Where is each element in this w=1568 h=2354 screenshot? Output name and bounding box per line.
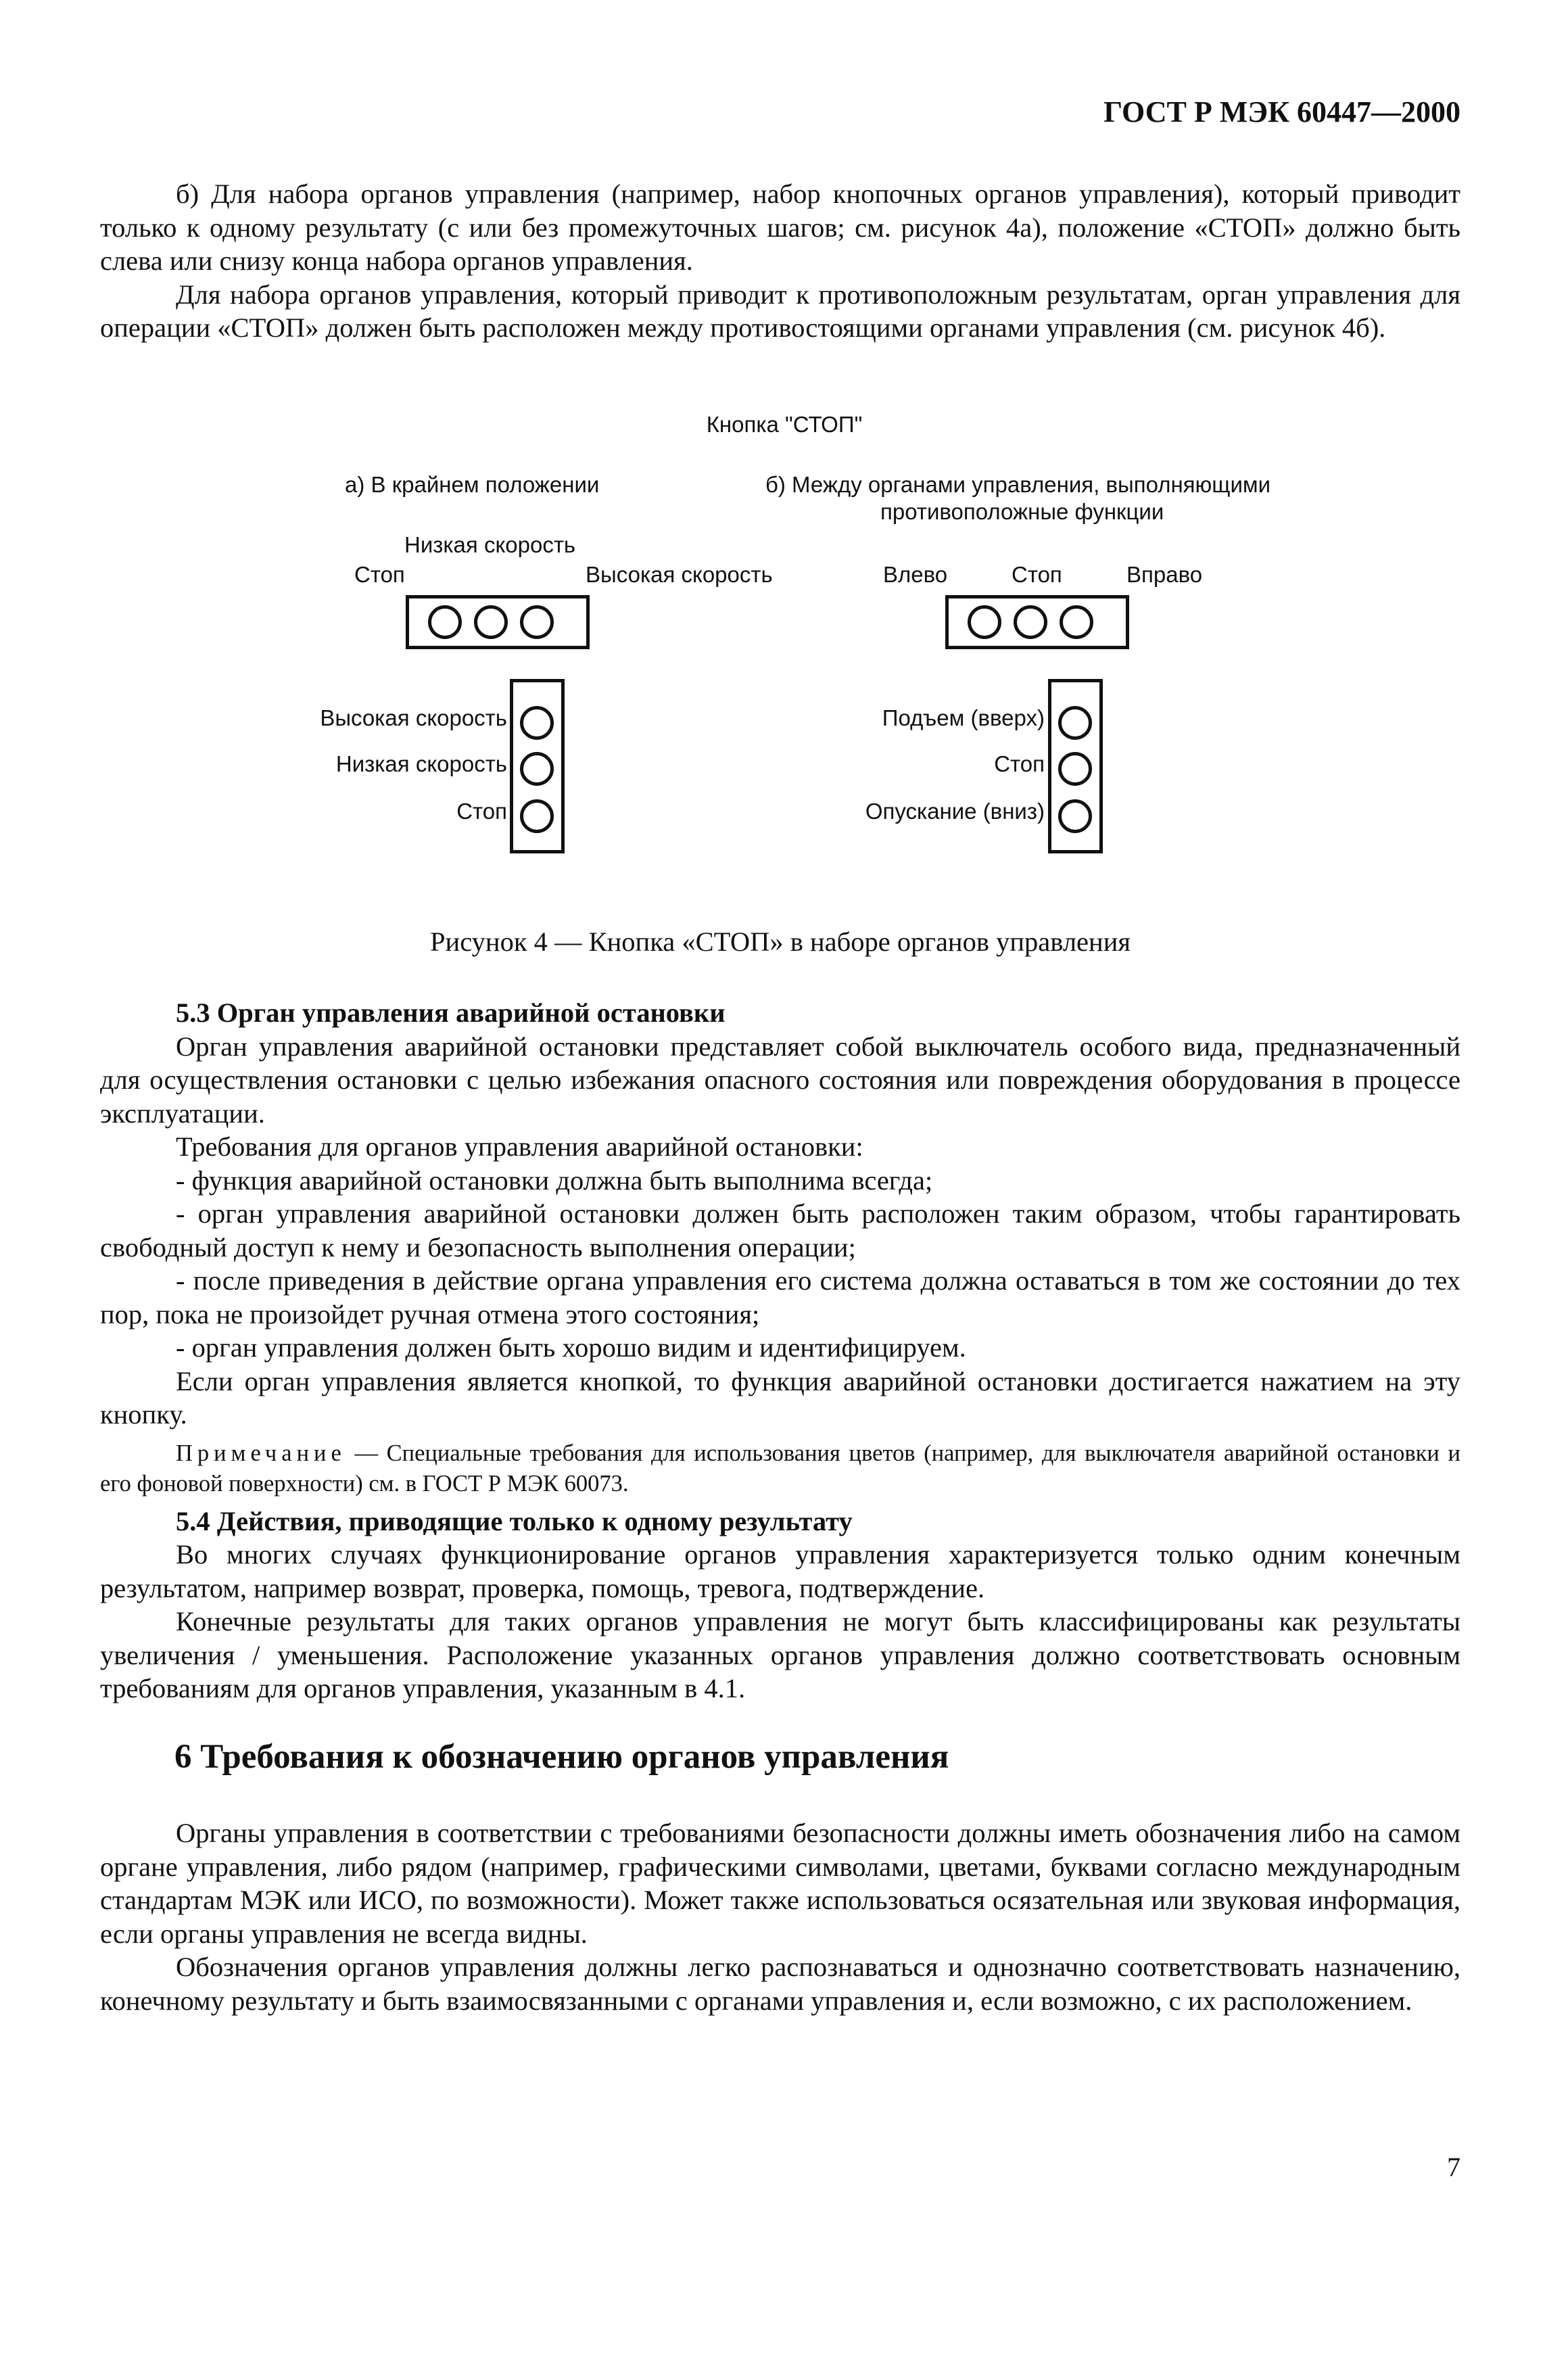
label-low-speed-top: Низкая скорость	[404, 532, 576, 557]
page-number: 7	[1447, 2152, 1460, 2182]
horizontal-button-panel-b	[945, 595, 1129, 649]
down-button[interactable]	[1058, 799, 1092, 833]
figure-a-heading: а) В крайнем положении	[345, 472, 600, 497]
label-low-speed-side: Низкая скорость	[335, 751, 507, 776]
list-item: - орган управления должен быть хорошо видим и идентифицируем.	[176, 1332, 966, 1363]
sections-5-3-5-4	[100, 996, 1460, 1705]
left-button[interactable]	[968, 605, 1001, 639]
note-label: Примечание	[176, 1440, 346, 1466]
figure-title: Кнопка "СТОП"	[706, 412, 863, 437]
list-item: - после приведения в действие органа управления его система должна оставаться в том же состоянии до тех пор, пока не произойдет ручная отмена этого состояния;	[100, 1265, 1460, 1329]
low-speed-button[interactable]	[474, 605, 508, 639]
section-6-text	[100, 1816, 1460, 2017]
section-6-paragraph-2: Обозначения органов управления должны легко распознаваться и однозначно соответствовать назначению, конечному результату и быть взаимосвязанными с органами управления и, если возможно, с их расположением.	[100, 1952, 1460, 2016]
intro-text	[100, 177, 1460, 345]
stop-button[interactable]	[1058, 752, 1092, 786]
label-left: Влево	[883, 562, 948, 587]
label-stop-top: Стоп	[354, 562, 405, 587]
label-stop-side: Стоп	[456, 799, 507, 824]
label-stop-top-b: Стоп	[1012, 562, 1062, 587]
note	[100, 1438, 1460, 1499]
section-5-4-title: 5.4 Действия, приводящие только к одному результату	[176, 1505, 853, 1536]
stop-button[interactable]	[1014, 605, 1047, 639]
section-5-3-title: 5.3 Орган управления аварийной остановки	[176, 997, 726, 1028]
figure-caption: Рисунок 4 — Кнопка «СТОП» в наборе органов управления	[430, 926, 1131, 957]
low-speed-button[interactable]	[520, 752, 554, 786]
stop-button[interactable]	[520, 799, 554, 833]
list-item: - функция аварийной остановки должна быть выполнима всегда;	[176, 1164, 933, 1196]
label-down: Опускание (вниз)	[865, 799, 1045, 824]
horizontal-button-panel-a	[406, 595, 590, 649]
label-stop-side-b: Стоп	[994, 751, 1045, 776]
section-5-4-paragraph-2: Конечные результаты для таких органов управления не могут быть классифицированы как результаты увеличения / уменьшения. Расположение указанных органов управления должно соответствовать основным требованиям для органов управления, указанным в 4.1.	[100, 1606, 1460, 1703]
figure-b-heading-line1: б) Между органами управления, выполняющими	[765, 472, 1271, 497]
intro-paragraph-2: Для набора органов управления, который приводит к противоположным результатам, орган управления для операции «СТОП» должен быть расположен между противостоящими органами управления (см. рисунок 4б).	[100, 279, 1460, 343]
vertical-button-panel-b	[1048, 679, 1103, 853]
label-high-speed-top: Высокая скорость	[586, 562, 773, 587]
label-high-speed-side: Высокая скорость	[320, 705, 507, 730]
figure-b-heading-line2: противоположные функции	[880, 499, 1164, 524]
right-button[interactable]	[1060, 605, 1093, 639]
section-5-4-paragraph-1: Во многих случаях функционирование органов управления характеризуется только одним конечным результатом, например возврат, проверка, помощь, тревога, подтверждение.	[100, 1539, 1460, 1603]
high-speed-button[interactable]	[520, 706, 554, 740]
stop-button[interactable]	[428, 605, 462, 639]
list-item: - орган управления аварийной остановки должен быть расположен таким образом, чтобы гарантировать свободный доступ к нему и безопасность выполнения операции;	[100, 1198, 1460, 1263]
high-speed-button[interactable]	[520, 605, 554, 639]
up-button[interactable]	[1058, 706, 1092, 740]
section-5-3-paragraph-1: Орган управления аварийной остановки представляет собой выключатель особого вида, предназначенный для осуществления остановки с целью избежания опасного состояния или повреждения оборудования в процессе эксплуатации.	[100, 1031, 1460, 1129]
note-text: — Специальные требования для использования цветов (например, для выключателя аварийной остановки и его фоновой поверхности) см. в ГОСТ Р МЭК 60073.	[100, 1440, 1460, 1497]
section-5-3-paragraph-3: Если орган управления является кнопкой, то функция аварийной остановки достигается нажатием на эту кнопку.	[100, 1365, 1460, 1430]
label-right: Вправо	[1126, 562, 1203, 587]
section-6-title: 6 Требования к обозначению органов управления	[174, 1738, 949, 1776]
vertical-button-panel-a	[510, 679, 565, 853]
section-6-paragraph-1: Органы управления в соответствии с требованиями безопасности должны иметь обозначения либо на самом органе управления, либо рядом (например, графическими символами, цветами, буквами согласно международным стандартам МЭК или ИСО, по возможности). Может также использоваться осязательная или звуковая информация, если органы управления не всегда видны.	[100, 1818, 1460, 1949]
document-id: ГОСТ Р МЭК 60447—2000	[1103, 95, 1460, 128]
intro-paragraph-1: б) Для набора органов управления (например, набор кнопочных органов управления), который приводит только к одному результату (с или без промежуточных шагов; см. рисунок 4а), положение «СТОП» должно быть слева или снизу конца набора органов управления.	[100, 179, 1460, 276]
section-5-3-paragraph-2: Требования для органов управления аварийной остановки:	[176, 1131, 863, 1162]
label-up: Подъем (вверх)	[882, 705, 1045, 730]
